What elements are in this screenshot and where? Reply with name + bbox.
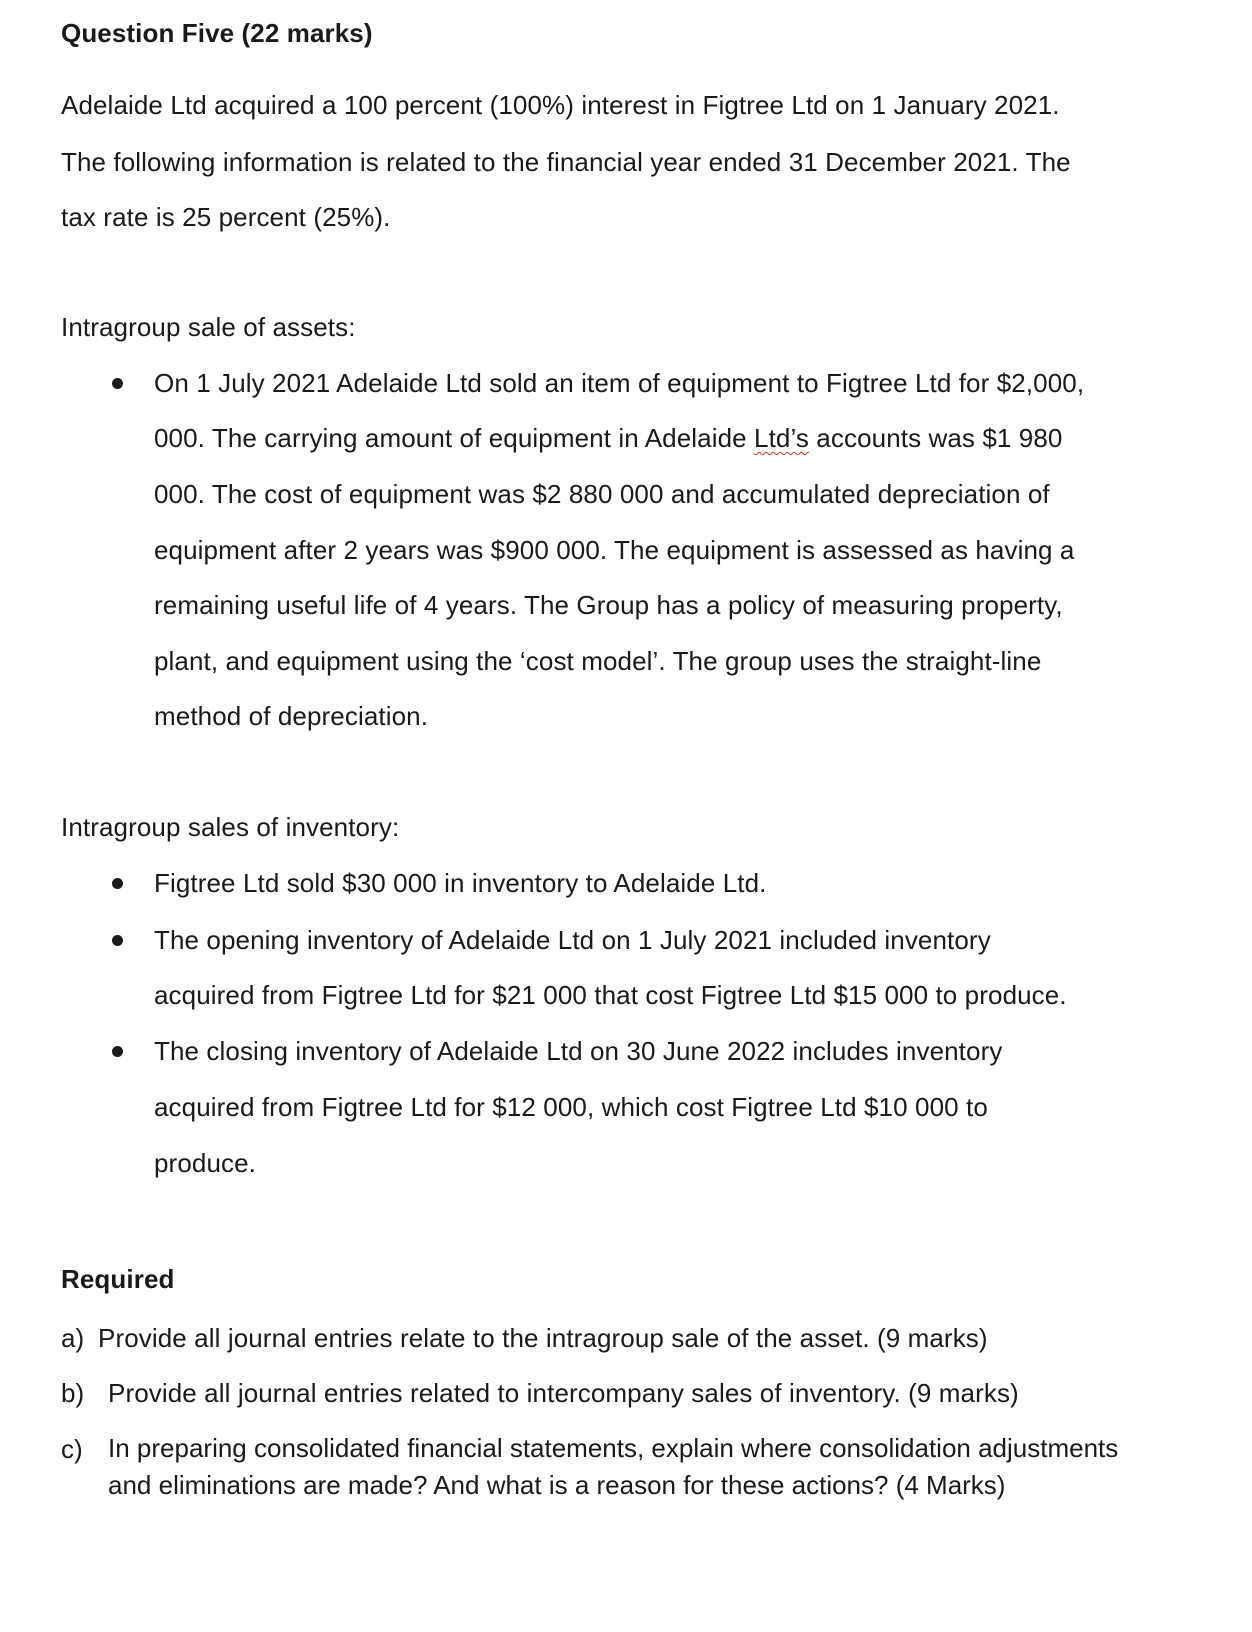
bullet-line: produce.: [154, 1148, 256, 1178]
inventory-heading: Intragroup sales of inventory:: [61, 812, 400, 842]
bullet-line: 000. The cost of equipment was $2 880 000 and accumulated depreciation of: [154, 479, 1050, 509]
item-label: c): [61, 1434, 83, 1464]
bullet-line: remaining useful life of 4 years. The Group has a policy of measuring property,: [154, 590, 1063, 620]
bullet-icon: [112, 878, 123, 889]
bullet-line: plant, and equipment using the ‘cost model’. The group uses the straight-line: [154, 646, 1042, 676]
bullet-icon: [112, 1046, 123, 1057]
item-label: b): [61, 1378, 85, 1408]
bullet-line: method of depreciation.: [154, 701, 429, 731]
text-span: 000. The carrying amount of equipment in Adelaide: [154, 423, 755, 453]
intro-line: Adelaide Ltd acquired a 100 percent (100%) interest in Figtree Ltd on 1 January 2021.: [61, 90, 1060, 120]
assets-heading: Intragroup sale of assets:: [61, 312, 356, 342]
bullet-line: acquired from Figtree Ltd for $21 000 that cost Figtree Ltd $15 000 to produce.: [154, 980, 1067, 1010]
bullet-line: [154, 423, 1062, 453]
bullet-icon: [112, 935, 123, 946]
bullet-line: The closing inventory of Adelaide Ltd on 30 June 2022 includes inventory: [154, 1036, 1003, 1066]
bullet-line: The opening inventory of Adelaide Ltd on 1 July 2021 included inventory: [154, 925, 991, 955]
item-text: In preparing consolidated financial statements, explain where consolidation adjustments and eliminations are made? And what is a reason for these actions? (4 Marks): [108, 1433, 1119, 1500]
item-label: a): [61, 1323, 85, 1353]
item-text: Provide all journal entries relate to the intragroup sale of the asset. (9 marks): [98, 1323, 988, 1353]
bullet-icon: [112, 378, 123, 389]
intro-line: tax rate is 25 percent (25%).: [61, 202, 391, 232]
intro-line: The following information is related to the financial year ended 31 December 2021. The: [61, 147, 1071, 177]
item-text: Provide all journal entries related to intercompany sales of inventory. (9 marks): [108, 1378, 1019, 1408]
bullet-line: On 1 July 2021 Adelaide Ltd sold an item of equipment to Figtree Ltd for $2,000,: [154, 368, 1085, 398]
required-heading: Required: [61, 1264, 175, 1294]
bullet-line: acquired from Figtree Ltd for $12 000, which cost Figtree Ltd $10 000 to: [154, 1092, 988, 1122]
text-span: accounts was $1 980: [808, 423, 1063, 453]
bullet-line: Figtree Ltd sold $30 000 in inventory to Adelaide Ltd.: [154, 868, 767, 898]
question-title: Question Five (22 marks): [61, 18, 373, 48]
spellcheck-flagged-word: Ltd’s: [754, 423, 809, 453]
bullet-line: equipment after 2 years was $900 000. The equipment is assessed as having a: [154, 535, 1075, 565]
